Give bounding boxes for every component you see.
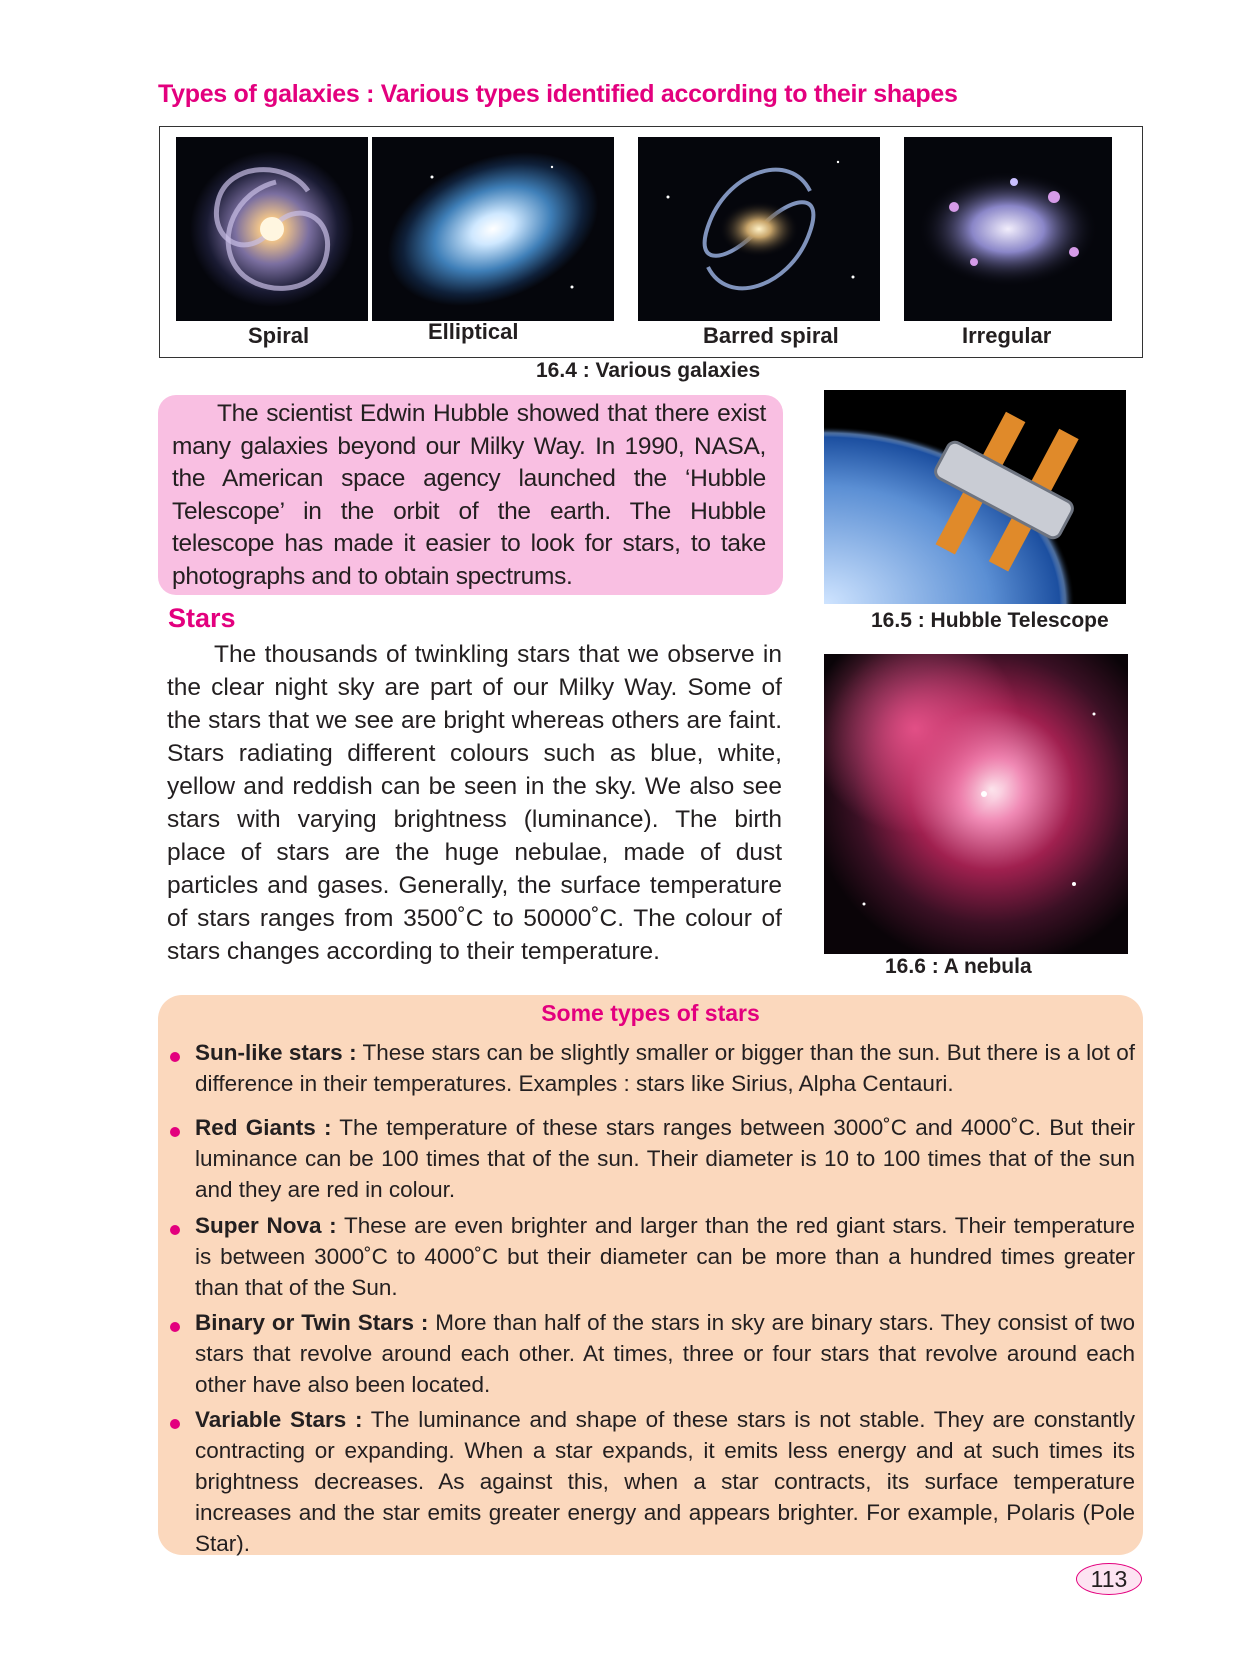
figure-caption-galaxies: 16.4 : Various galaxies — [536, 359, 761, 382]
star-type-description: The luminance and shape of these stars is not stable. They are constantly contracting or expanding. When a star expands, it emits less energy and at such times its brightness decreases. As against this, when a star contracts, its surface temperature increases and the star emits greater energy and appears brighter. For example, Polaris (Pole Star). — [195, 1407, 1135, 1556]
section-heading: Types of galaxies : Various types identified according to their shapes — [158, 80, 958, 108]
hubble-paragraph: The scientist Edwin Hubble showed that there exist many galaxies beyond our Milky Way. In 1990, NASA, the American space agency launched the ‘Hubble Telescope’ in the orbit of the earth. The Hubble telescope has made it easier to look for stars, to take photographs and to obtain spectrums. — [172, 400, 766, 590]
bullet-icon — [170, 1127, 180, 1137]
barred-spiral-galaxy-image — [638, 137, 880, 321]
star-type-description: These are even brighter and larger than the red giant stars. Their temperature is between 3000˚C to 4000˚C but their diameter can be more than a hundred times greater than that of the Sun. — [195, 1213, 1135, 1300]
star-type-description: These stars can be slightly smaller or bigger than the sun. But there is a lot of difference in their temperatures. Examples : stars like Sirius, Alpha Centauri. — [195, 1040, 1135, 1096]
galaxy-label-barred-spiral: Barred spiral — [703, 323, 839, 348]
star-type-name: Super Nova : — [195, 1213, 337, 1238]
types-of-stars-title: Some types of stars — [541, 1000, 760, 1026]
hubble-telescope-image — [824, 390, 1126, 604]
star-type-description: More than half of the stars in sky are binary stars. They consist of two stars that revolve around each other. At times, three or four stars that revolve around each other have also been located. — [195, 1310, 1136, 1397]
star-type-description: The temperature of these stars ranges between 3000˚C and 4000˚C. But their luminance can be 100 times that of the sun. Their diameter is 10 to 100 times that of the sun and they are red in colour. — [195, 1115, 1135, 1202]
galaxy-label-spiral: Spiral — [248, 323, 310, 348]
spiral-galaxy-image — [176, 137, 368, 321]
galaxy-label-irregular: Irregular — [962, 323, 1052, 348]
star-type-name: Binary or Twin Stars : — [195, 1310, 429, 1335]
figure-caption-nebula: 16.6 : A nebula — [885, 955, 1032, 978]
star-type-name: Variable Stars : — [195, 1407, 363, 1432]
galaxy-figure-frame — [159, 126, 1143, 358]
star-type-item — [195, 1210, 1135, 1303]
star-type-item — [195, 1037, 1135, 1099]
stars-heading: Stars — [168, 603, 236, 633]
elliptical-galaxy-image — [372, 137, 614, 321]
galaxy-label-elliptical: Elliptical — [428, 319, 519, 344]
bullet-icon — [170, 1225, 180, 1235]
page-number: 113 — [1076, 1563, 1142, 1595]
star-type-item — [195, 1404, 1135, 1559]
stars-paragraph: The thousands of twinkling stars that we observe in the clear night sky are part of our Milky Way. Some of the stars that we see are bright whereas others are faint. Stars radiating different colours such as blue, white, yellow and reddish can be seen in the sky. We also see stars with varying brightness (luminance). The birth place of stars are the huge nebulae, made of dust particles and gases. Generally, the surface temperature of stars ranges from 3500˚C to 50000˚C. The colour of stars changes according to their temperature. — [167, 641, 782, 965]
figure-caption-hubble: 16.5 : Hubble Telescope — [871, 609, 1109, 632]
bullet-icon — [170, 1419, 180, 1429]
star-type-name: Red Giants : — [195, 1115, 332, 1140]
star-type-item — [195, 1112, 1135, 1205]
star-type-name: Sun-like stars : — [195, 1040, 357, 1065]
bullet-icon — [170, 1322, 180, 1332]
star-type-item — [195, 1307, 1135, 1400]
irregular-galaxy-image — [904, 137, 1112, 321]
nebula-image — [824, 654, 1128, 954]
bullet-icon — [170, 1052, 180, 1062]
